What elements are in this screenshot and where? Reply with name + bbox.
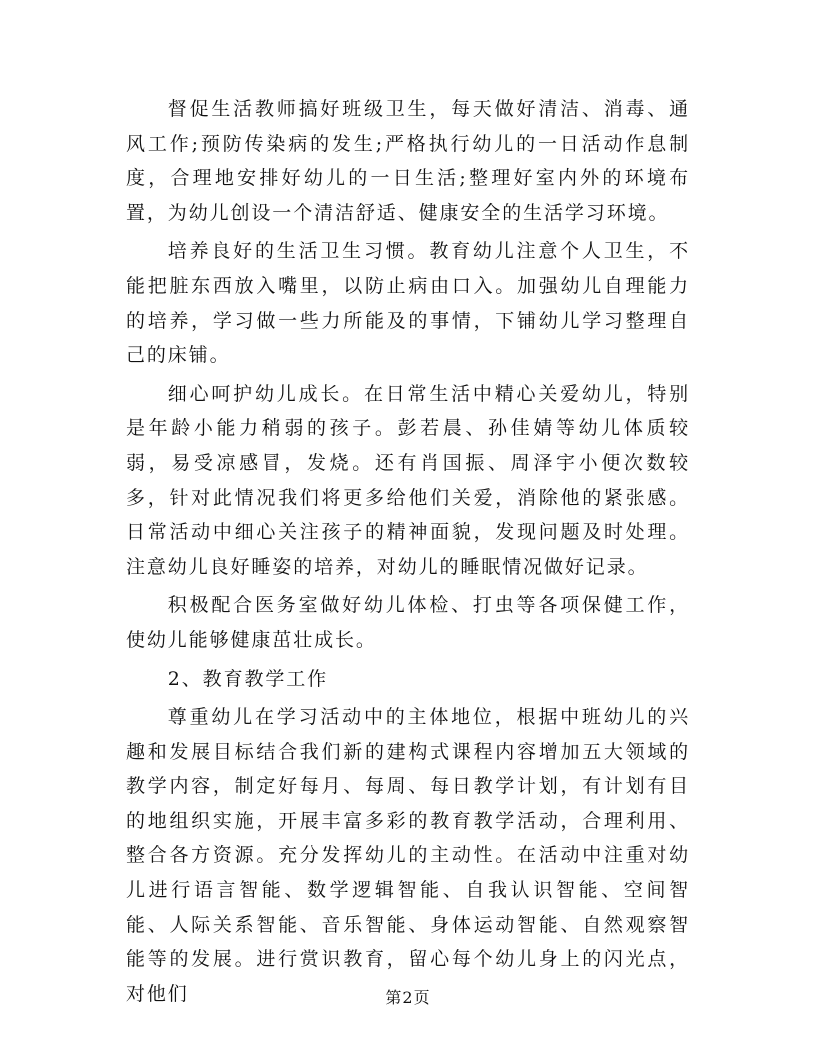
paragraph-teaching-work: 尊重幼儿在学习活动中的主体地位，根据中班幼儿的兴趣和发展目标结合我们新的建构式课程内容增加五大领域的教学内容，制定好每月、每周、每日教学计划，有计划有目的地组织实施，开展丰富多彩的教育教学活动，合理利用、整合各方资源。充分发挥幼儿的主动性。在活动中注重对幼儿进行语言智能、数学逻辑智能、自我认识智能、空间智能、人际关系智能、音乐智能、身体运动智能、自然观察智能等的发展。进行赏识教育，留心每个幼儿身上的闪光点，对他们 bbox=[126, 706, 690, 1005]
document-body bbox=[126, 92, 690, 1015]
paragraph-child-care: 细心呵护幼儿成长。在日常生活中精心关爱幼儿，特别是年龄小能力稍弱的孩子。彭若晨、孙佳婧等幼儿体质较弱，易受凉感冒，发烧。还有肖国振、周泽宇小便次数较多，针对此情况我们将更多给他们关爱，消除他的紧张感。日常活动中细心关注孩子的精神面貌，发现问题及时处理。注意幼儿良好睡姿的培养，对幼儿的睡眠情况做好记录。 bbox=[126, 382, 690, 578]
page-number: 第2页 bbox=[385, 988, 431, 1007]
paragraph-health-checkups: 积极配合医务室做好幼儿体检、打虫等各项保健工作，使幼儿能够健康茁壮成长。 bbox=[126, 594, 690, 651]
paragraph-hygiene-supervision: 督促生活教师搞好班级卫生，每天做好清洁、消毒、通风工作;预防传染病的发生;严格执行幼儿的一日活动作息制度，合理地安排好幼儿的一日生活;整理好室内外的环境布置，为幼儿创设一个清洁舒适、健康安全的生活学习环境。 bbox=[126, 98, 690, 224]
paragraph-hygiene-habits: 培养良好的生活卫生习惯。教育幼儿注意个人卫生，不能把脏东西放入嘴里，以防止病由口入。加强幼儿自理能力的培养，学习做一些力所能及的事情，下铺幼儿学习整理自己的床铺。 bbox=[126, 240, 690, 367]
section-heading: 2、教育教学工作 bbox=[167, 667, 329, 690]
